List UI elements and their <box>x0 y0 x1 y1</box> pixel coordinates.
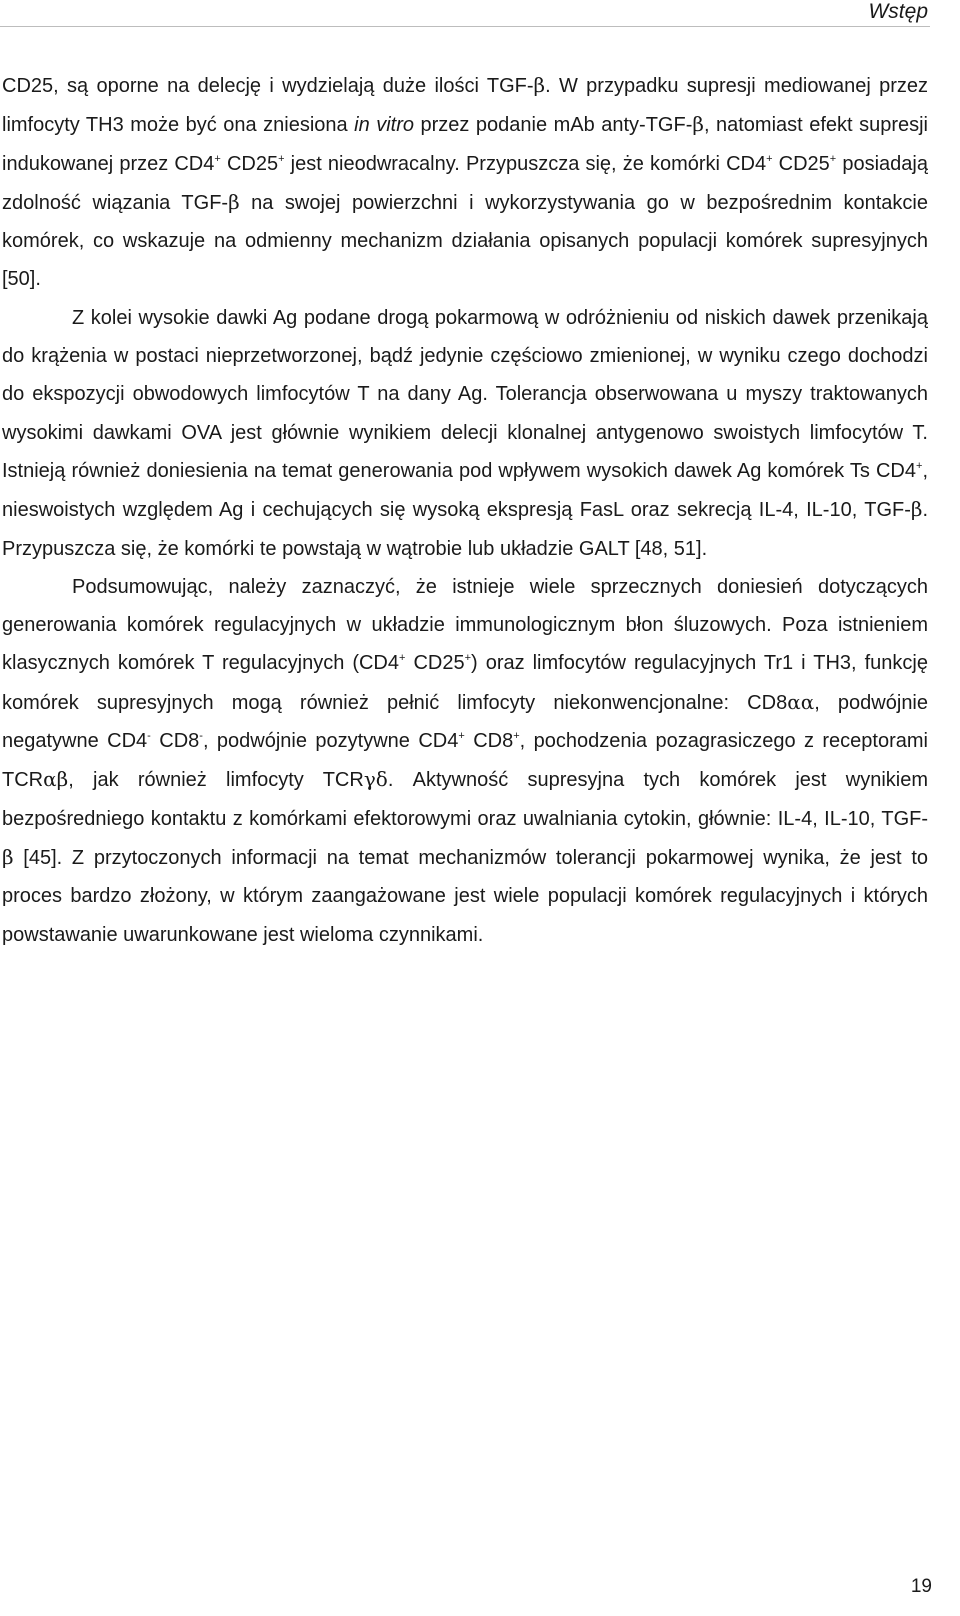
text-run: ) oraz limfocytów regulacyjnych Tr1 i TH3, funkcję komórek supresyjnych mogą również pełnić limfocyty niekonwencjonalne: CD8 <box>2 652 928 714</box>
text-run: , podwójnie negatywne CD4 <box>2 691 929 753</box>
greek-symbol: αβ <box>43 767 69 792</box>
superscript: + <box>829 152 837 165</box>
superscript: + <box>464 652 472 665</box>
superscript: - <box>147 730 151 743</box>
text-run: Z kolei wysokie dawki Ag podane drogą pokarmową w odróżnieniu od niskich dawek przenikają do krążenia w postaci nieprzetworzonej, bądź jedynie częściowo zmienionej, w wyniku czego dochodzi do ekspozycji obwodowych limfocytów T na dany Ag. Tolerancja obserwowana u myszy traktowanych wysokimi dawkami OVA jest głównie wynikiem delecji klonalnej antygenowo swoistych limfocytów T. Istnieją również doniesienia na temat generowania pod wpływem wysokich dawek Ag komórek Ts CD4 <box>2 306 928 482</box>
superscript: - <box>199 730 203 743</box>
text-run: , natomiast efekt supresji indukowanej przez CD4 <box>2 114 928 175</box>
greek-symbol: β <box>2 844 14 869</box>
text-run: CD25 <box>220 152 279 175</box>
text-run: , jak również limfocyty TCR <box>68 769 364 792</box>
greek-symbol: γδ <box>363 767 388 792</box>
text-run: posiadają zdolność wiązania TGF- <box>2 152 928 214</box>
italic-term: in vitro <box>354 114 415 137</box>
text-run: , nieswoistych względem Ag i cechujących się wysoką ekspresją FasL oraz sekrecją IL-4, IL-10, TGF- <box>2 459 928 522</box>
superscript: + <box>278 152 285 165</box>
running-header <box>0 0 930 27</box>
text-run: CD25 <box>405 652 465 675</box>
paragraph-1 <box>2 66 928 299</box>
superscript: + <box>458 730 465 743</box>
superscript: + <box>214 152 221 165</box>
text-run: jest nieodwracalny. Przypuszcza się, że komórki CD4 <box>284 152 767 175</box>
text-run: CD25 <box>772 152 830 175</box>
greek-symbol: β <box>692 112 704 137</box>
paragraph-2 <box>2 299 928 568</box>
text-run: Podsumowując, należy zaznaczyć, że istnieje wiele sprzecznych doniesień dotyczących generowania komórek regulacyjnych w układzie immunologicznym błon śluzowych. Poza istnieniem klasycznych komórek T regulacyjnych (CD4 <box>2 575 928 675</box>
text-run: na swojej powierzchni i wykorzystywania go w bezpośrednim kontakcie komórek, co wskazuje na odmienny mechanizm działania opisanych populacji komórek supresyjnych [50]. <box>2 191 928 291</box>
text-run: CD8 <box>464 730 514 753</box>
text-run: . W przypadku supresji mediowanej przez limfocyty TH3 może być ona zniesiona <box>2 75 928 137</box>
text-run: . Przypuszcza się, że komórki te powstają w wątrobie lub układzie GALT [48, 51]. <box>2 499 928 560</box>
text-run: , podwójnie pozytywne CD4 <box>202 730 459 753</box>
text-run: , pochodzenia pozagrasiczego z receptorami TCR <box>2 730 928 792</box>
text-run: CD25, są oporne na delecję i wydzielają duże ilości TGF- <box>2 75 534 97</box>
superscript: + <box>399 652 406 665</box>
text-run: przez podanie mAb anty-TGF- <box>414 114 693 137</box>
greek-symbol: β <box>533 73 546 97</box>
text-run: [45]. Z przytoczonych informacji na temat mechanizmów tolerancji pokarmowej wynika, że jest to proces bardzo złożony, w którym zaangażowane jest wiele populacji komórek regulacyjnych i których powstawanie uwarunkowane jest wieloma czynnikami. <box>2 846 928 946</box>
superscript: + <box>766 152 773 165</box>
greek-symbol: β <box>228 189 240 214</box>
header-title: Wstęp <box>868 0 928 23</box>
superscript: + <box>916 459 923 472</box>
text-run: CD8 <box>150 730 200 753</box>
text-run: . Aktywność supresyjna tych komórek jest wynikiem bezpośredniego kontaktu z komórkami efektorowymi oraz uwalniania cytokin, głównie: IL-4, IL-10, TGF- <box>2 769 928 830</box>
body-text <box>2 66 928 954</box>
superscript: + <box>513 730 520 743</box>
greek-symbol: αα <box>787 689 815 714</box>
greek-symbol: β <box>910 497 923 522</box>
page-number: 19 <box>910 1576 932 1597</box>
paragraph-3 <box>2 568 928 954</box>
